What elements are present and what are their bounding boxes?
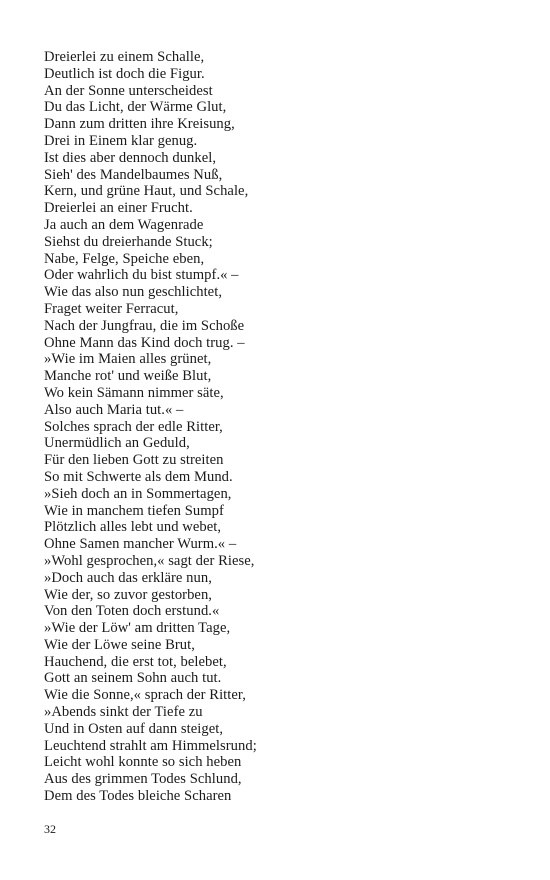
poem-line: Plötzlich alles lebt und webet,: [44, 519, 222, 536]
poem-line: »Sieh doch an in Sommertagen,: [44, 485, 232, 502]
poem-line: Solches sprach der edle Ritter,: [44, 418, 223, 435]
poem-line: Ja auch an dem Wagenrade: [44, 216, 204, 233]
poem-line: Dreierlei zu einem Schalle,: [44, 49, 205, 65]
poem-line: Hauchend, die erst tot, belebet,: [44, 653, 227, 670]
poem-line: Wie in manchem tiefen Sumpf: [44, 502, 224, 519]
poem-line: »Wie im Maien alles grünet,: [44, 351, 212, 368]
poem-line: Also auch Maria tut.« –: [44, 401, 184, 418]
poem-line: Sieh' des Mandelbaumes Nuß,: [44, 166, 223, 183]
poem-line: »Abends sinkt der Tiefe zu: [44, 704, 203, 721]
poem-line: Wie die Sonne,« sprach der Ritter,: [44, 687, 246, 704]
poem-text: [44, 49, 504, 805]
page-number: 32: [44, 822, 56, 836]
poem-line: Wie der Löwe seine Brut,: [44, 636, 195, 653]
poem-line: Du das Licht, der Wärme Glut,: [44, 99, 227, 116]
poem-line: Gott an seinem Sohn auch tut.: [44, 670, 222, 687]
poem-line: Deutlich ist doch die Figur.: [44, 65, 205, 82]
poem-line: Dreierlei an einer Frucht.: [44, 200, 193, 217]
poem-line: Oder wahrlich du bist stumpf.« –: [44, 267, 239, 284]
poem-line: Manche rot' und weiße Blut,: [44, 368, 212, 385]
poem-line: Leicht wohl konnte so sich heben: [44, 754, 242, 771]
poem-line: Und in Osten auf dann steiget,: [44, 720, 224, 737]
poem-line: Dem des Todes bleiche Scharen: [44, 788, 232, 805]
poem-line: Von den Toten doch erstund.«: [44, 603, 220, 620]
poem-line: »Doch auch das erkläre nun,: [44, 569, 212, 586]
poem-line: Ohne Mann das Kind doch trug. –: [44, 334, 245, 351]
poem-line: Aus des grimmen Todes Schlund,: [44, 771, 242, 788]
poem-line: So mit Schwerte als dem Mund.: [44, 468, 233, 485]
poem-line: Fraget weiter Ferracut,: [44, 300, 179, 317]
poem-line: Ist dies aber dennoch dunkel,: [44, 149, 217, 166]
poem-line: Drei in Einem klar genug.: [44, 132, 198, 149]
poem-line: Wo kein Sämann nimmer säte,: [44, 384, 224, 401]
poem-line: »Wie der Löw' am dritten Tage,: [44, 620, 231, 637]
poem-line: Wie das also nun geschlichtet,: [44, 284, 223, 301]
poem-line: Kern, und grüne Haut, und Schale,: [44, 183, 249, 200]
poem-line: Wie der, so zuvor gestorben,: [44, 586, 213, 603]
poem-line: Ohne Samen mancher Wurm.« –: [44, 536, 237, 553]
poem-line: Dann zum dritten ihre Kreisung,: [44, 116, 235, 133]
poem-line: An der Sonne unterscheidest: [44, 82, 213, 99]
poem-line: Siehst du dreierhande Stuck;: [44, 233, 213, 250]
poem-line: Nabe, Felge, Speiche eben,: [44, 250, 205, 267]
poem-line: Für den lieben Gott zu streiten: [44, 452, 224, 469]
poem-line: Nach der Jungfrau, die im Schoße: [44, 317, 245, 334]
poem-line: Unermüdlich an Geduld,: [44, 435, 190, 452]
poem-line: Leuchtend strahlt am Himmelsrund;: [44, 737, 257, 754]
poem-line: »Wohl gesprochen,« sagt der Riese,: [44, 552, 255, 569]
